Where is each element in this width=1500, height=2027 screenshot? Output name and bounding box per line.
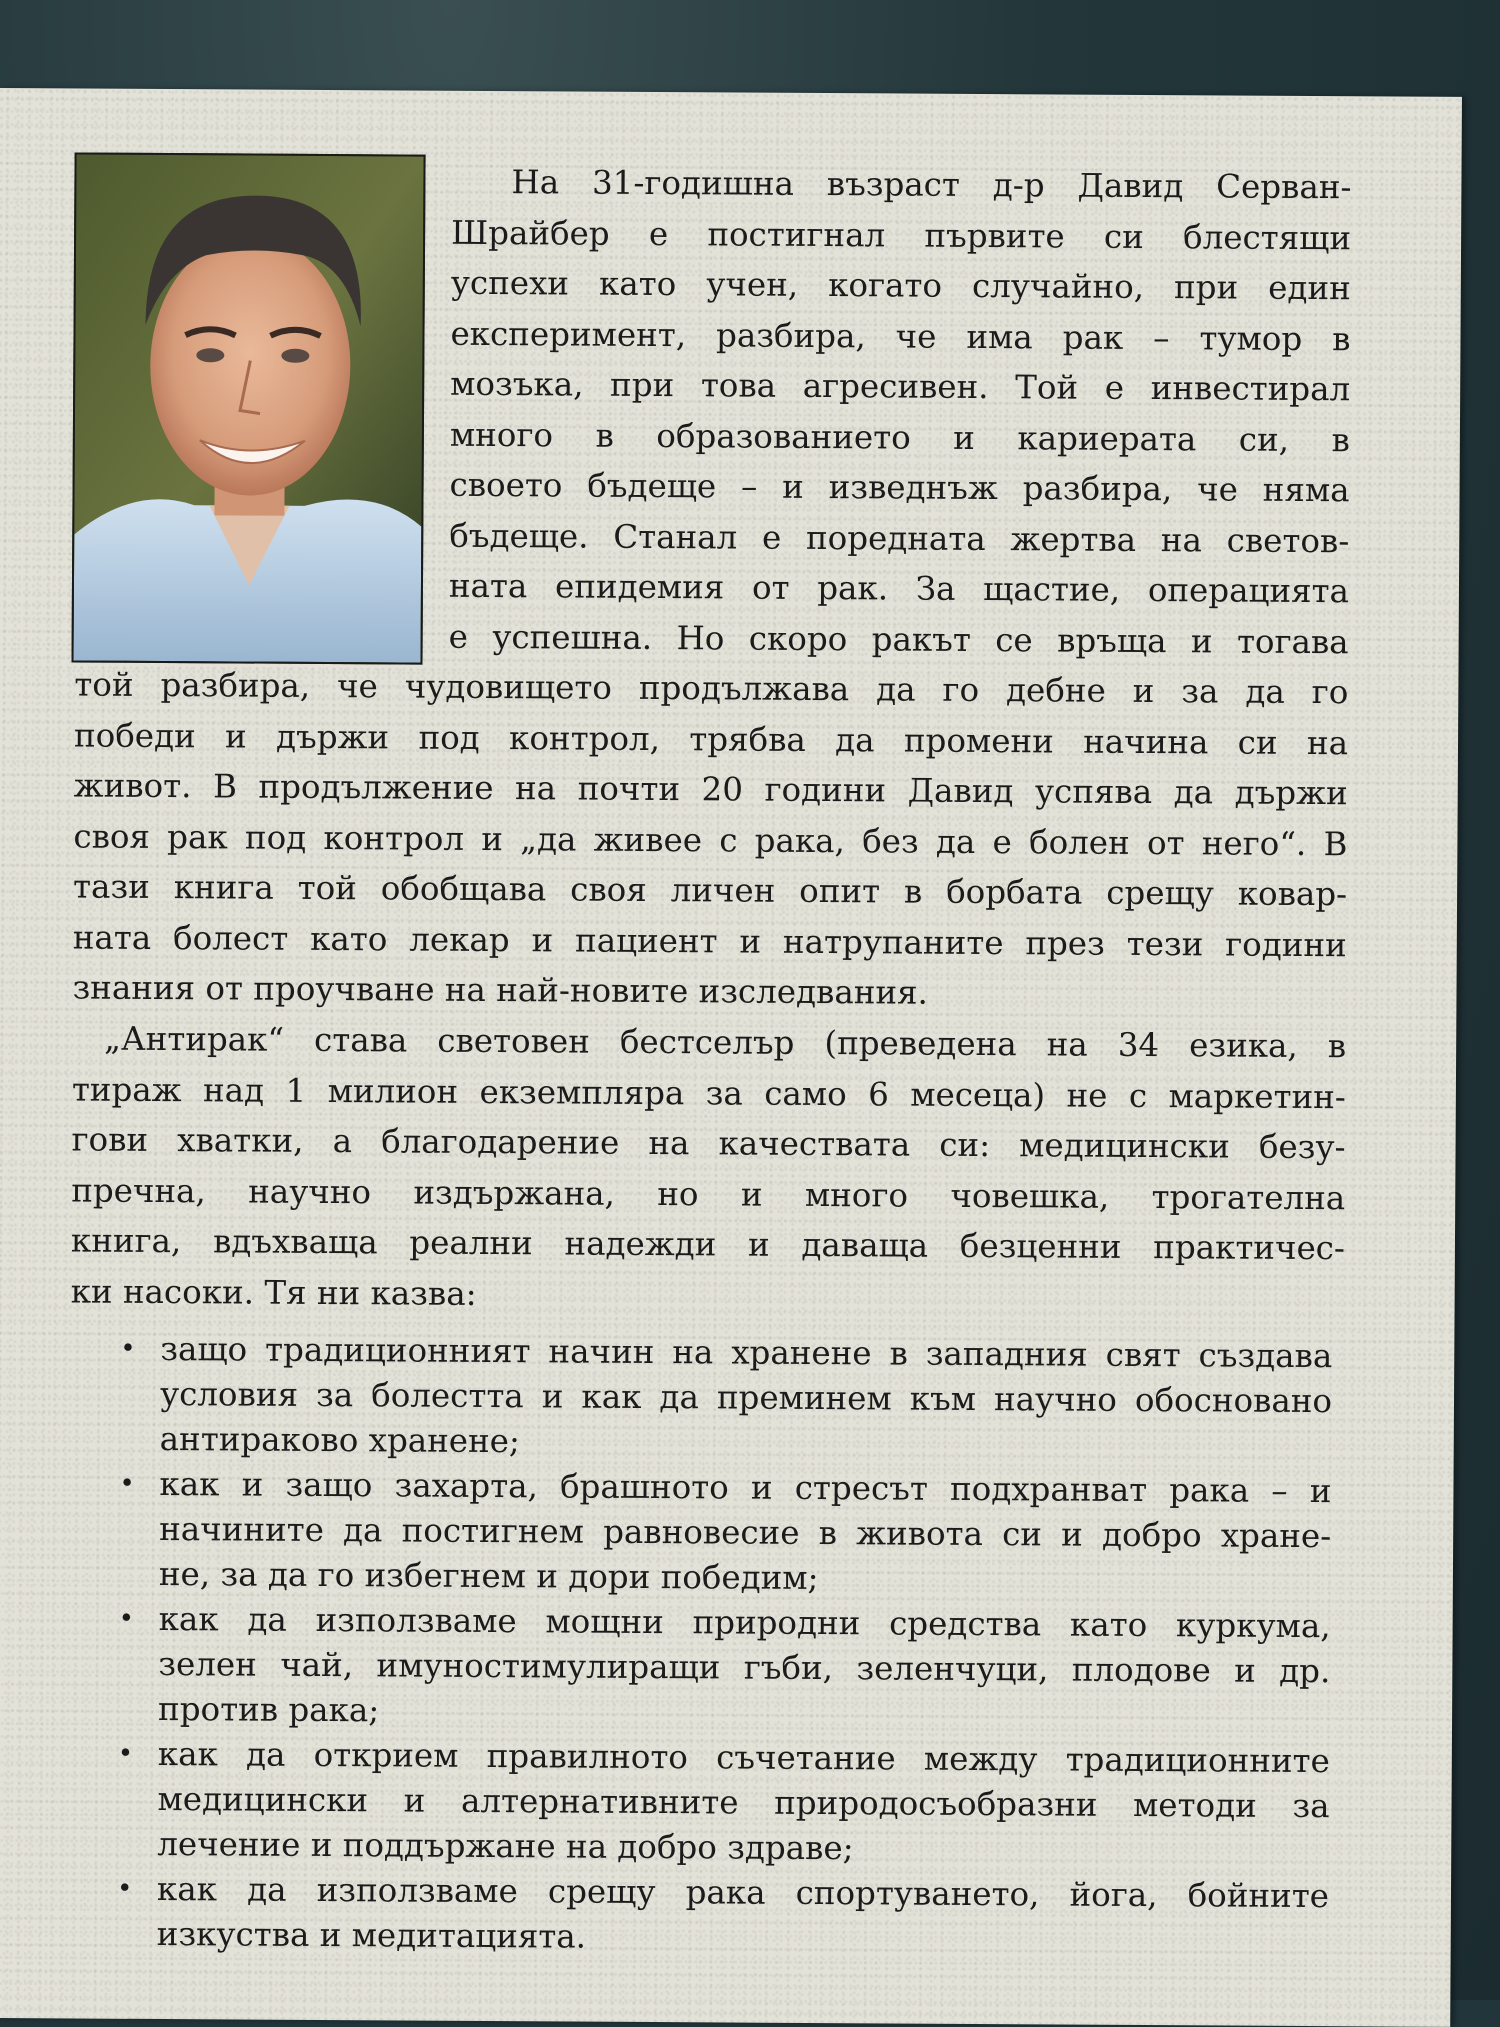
text-line: живот. В продължение на почти 20 години Давид успява да държи [73,766,1348,813]
text-line: как и защо захарта, брашното и стресът подхранват рака – и [159,1465,1332,1511]
bullet-icon: • [116,1873,133,1904]
list-item [111,1462,1332,1604]
paragraph-continuation [72,659,1348,1020]
text-line: тази книга той обобщава своя личен опит в борбата срещу ковар- [73,867,1348,914]
author-portrait-photo [71,152,425,664]
text-line: ната болест като лекар и пациент и натрупаните през тези години [72,917,1347,964]
book-back-cover [0,88,1462,2027]
text-line: е успешна. Но скоро ракът се връща и тогава [448,617,1349,661]
text-line: защо традиционният начин на хранене в западния свят създава [160,1330,1333,1376]
text-line: успехи като учен, когато случайно, при един [450,263,1351,308]
list-item [112,1327,1333,1469]
text-line: гови хватки, а благодарение на качествата си: медицински безу- [71,1120,1346,1167]
text-line: медицински и алтернативните природосъобразни методи за [157,1779,1330,1826]
text-line: победи и държи под контрол, трябва да промени начина си на [73,715,1349,762]
text-line: лечение и поддържане на добро здраве; [157,1824,854,1868]
text-line: как да използваме мощни природни средства като куркума, [158,1599,1331,1646]
text-line: антираково хранене; [159,1420,521,1461]
bullet-list [109,1327,1333,1964]
text-line: не, за да го избегнем и дори победим; [158,1554,819,1598]
bullet-icon: • [118,1603,135,1634]
text-line: Шрайбер е постигнал първите си блестящи [451,213,1352,257]
text-line: книга, вдъхваща реални надежди и даваща безценни практичес- [70,1221,1346,1268]
text-line: как да открием правилното съчетание между традиционните [157,1734,1330,1781]
text-line: своя рак под контрол и „да живее с рака, без да е болен от него“. В [73,816,1348,863]
paragraph-antirak [70,1013,1346,1324]
text-line: тираж над 1 милион екземпляра за само 6 месеца) не с маркетин- [71,1069,1346,1116]
text-line: „Антирак“ става световен бестселър (преведена на 34 езика, в [104,1019,1347,1066]
text-line: ки насоки. Тя ни казва: [70,1271,477,1313]
text-line: мозъка, при това агресивен. Той е инвестирал [450,364,1351,409]
text-line: против рака; [157,1689,380,1730]
bullet-icon: • [117,1738,134,1769]
text-line: експеримент, разбира, че има рак – тумор в [450,314,1351,358]
text-line: своето бъдеще – и изведнъж разбира, че няма [449,465,1350,510]
text-line: пречна, научно издържана, но и много човешка, трогателна [71,1170,1346,1217]
text-line: ната епидемия от рак. За щастие, операцията [448,566,1350,611]
intro-paragraph [449,157,1352,667]
text-line: начините да постигнем равновесие в живота си и добро хране- [159,1509,1332,1556]
text-line: как да използваме срещу рака спортуването, йога, бойните [156,1869,1330,1916]
text-line: бъдеще. Станал е поредната жертва на светов- [449,516,1350,560]
text-line: условия за болестта и как да преминем към научно обосновано [159,1375,1333,1421]
text-line: знания от проучване на най-новите изследвания. [72,968,929,1012]
text-line: изкуства и медитацията. [156,1914,587,1956]
list-item [110,1597,1331,1739]
text-line: той разбира, че чудовището продължава да го дебне и за да го [74,665,1349,712]
text-line: много в образованието и кариерата си, в [449,415,1350,459]
text-line: зелен чай, имуностимулиращи гъби, зеленчуци, плодове и др. [158,1644,1331,1691]
list-item [109,1867,1330,1964]
list-item [109,1732,1330,1874]
bullet-icon: • [120,1333,136,1364]
bullet-icon: • [119,1468,135,1499]
text-line: На 31-годишна възраст д-р Давид Серван- [511,163,1352,207]
